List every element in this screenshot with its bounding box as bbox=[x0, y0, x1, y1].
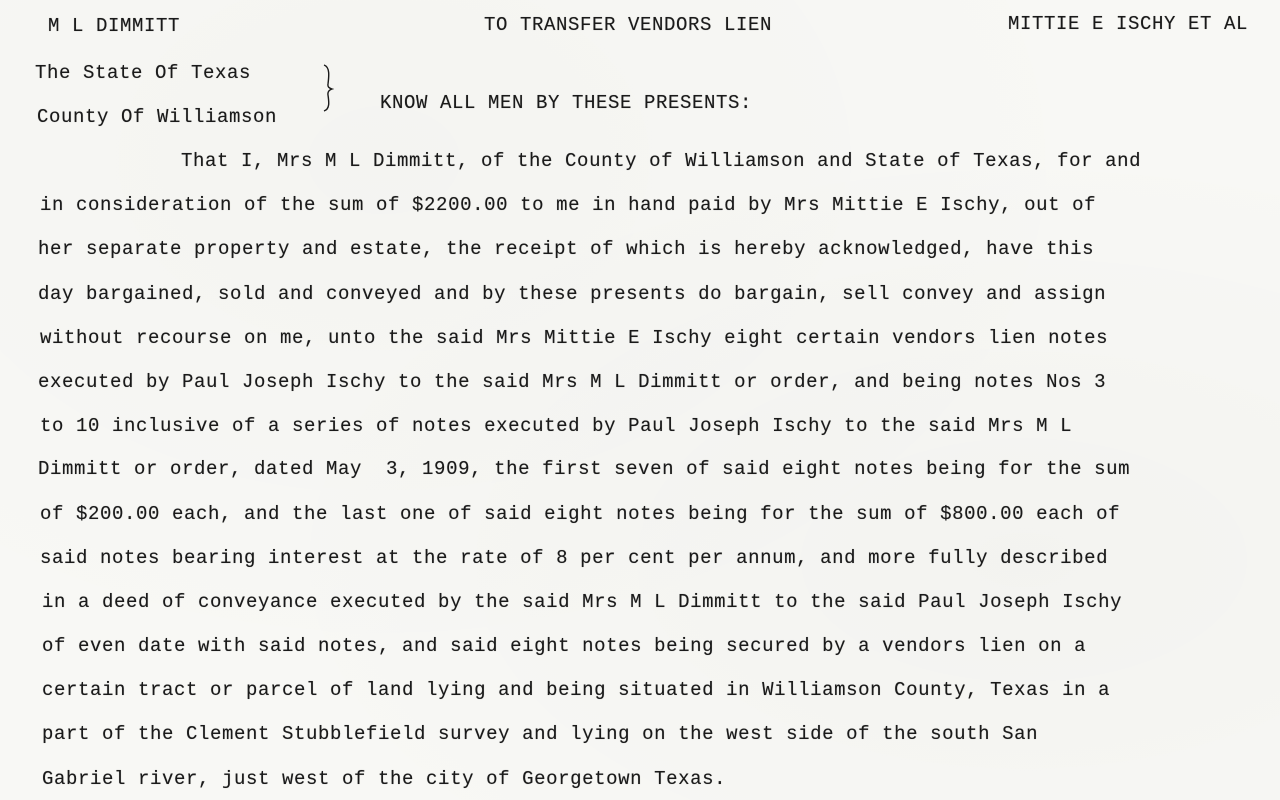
body-line: in consideration of the sum of $2200.00 to me in hand paid by Mrs Mittie E Ischy, out of bbox=[40, 194, 1097, 216]
venue-brace-icon bbox=[322, 64, 334, 112]
body-line: of even date with said notes, and said eight notes being secured by a vendors lien on a bbox=[42, 635, 1087, 657]
body-line: said notes bearing interest at the rate of 8 per cent per annum, and more fully described bbox=[40, 547, 1109, 569]
body-line: to 10 inclusive of a series of notes executed by Paul Joseph Ischy to the said Mrs M L bbox=[40, 415, 1073, 437]
header-grantor: M L DIMMITT bbox=[48, 15, 181, 37]
body-line: without recourse on me, unto the said Mrs Mittie E Ischy eight certain vendors lien notes bbox=[40, 327, 1109, 349]
body-line: Dimmitt or order, dated May 3, 1909, the first seven of said eight notes being for the sum bbox=[38, 458, 1131, 480]
know-all-men-formula: KNOW ALL MEN BY THESE PRESENTS: bbox=[380, 92, 753, 114]
body-line: in a deed of conveyance executed by the said Mrs M L Dimmitt to the said Paul Joseph Ischy bbox=[42, 591, 1123, 613]
body-line: executed by Paul Joseph Ischy to the said Mrs M L Dimmitt or order, and being notes Nos 3 bbox=[38, 371, 1107, 393]
venue-county: County Of Williamson bbox=[37, 106, 278, 128]
header-instrument-title: TO TRANSFER VENDORS LIEN bbox=[484, 14, 773, 36]
body-line: That I, Mrs M L Dimmitt, of the County of Williamson and State of Texas, for and bbox=[181, 150, 1142, 172]
body-line: her separate property and estate, the receipt of which is hereby acknowledged, have this bbox=[38, 238, 1095, 260]
body-line: certain tract or parcel of land lying and being situated in Williamson County, Texas in a bbox=[42, 679, 1111, 701]
body-line: of $200.00 each, and the last one of said eight notes being for the sum of $800.00 each of bbox=[40, 503, 1121, 525]
body-line: Gabriel river, just west of the city of Georgetown Texas. bbox=[42, 768, 727, 790]
body-line: day bargained, sold and conveyed and by these presents do bargain, sell convey and assign bbox=[38, 283, 1107, 305]
header-grantee: MITTIE E ISCHY ET AL bbox=[1008, 13, 1249, 35]
body-line: part of the Clement Stubblefield survey and lying on the west side of the south San bbox=[42, 723, 1039, 745]
venue-state: The State Of Texas bbox=[35, 62, 252, 84]
